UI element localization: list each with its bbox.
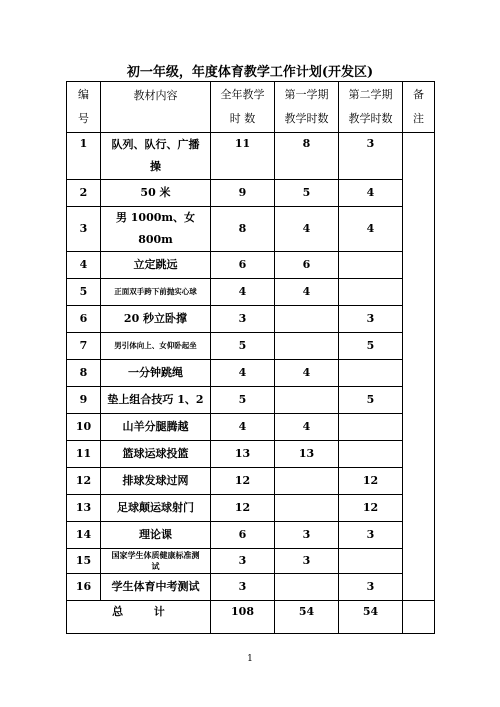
- total-row: [67, 601, 435, 634]
- sem2-hours-cell: 3: [339, 522, 403, 549]
- sem1-hours-cell: [275, 468, 339, 495]
- total-hours-cell: 4: [211, 414, 275, 441]
- total-sem2-cell: 54: [339, 601, 403, 634]
- sem2-hours-cell: 12: [339, 468, 403, 495]
- table-row: [67, 414, 435, 441]
- sem1-hours-cell: [275, 495, 339, 522]
- content-cell: 队列、队行、广播 操: [101, 133, 211, 180]
- table-row: [67, 133, 435, 180]
- sem2-hours-cell: 4: [339, 207, 403, 252]
- table-row: [67, 180, 435, 207]
- header-annual-hours: 全年教学 时 数: [211, 82, 275, 133]
- row-number-cell: 10: [67, 414, 101, 441]
- sem2-hours-cell: 3: [339, 133, 403, 180]
- sem1-hours-cell: [275, 387, 339, 414]
- header-semester1-hours: 第一学期 教学时数: [275, 82, 339, 133]
- row-number-cell: 2: [67, 180, 101, 207]
- table-row: [67, 306, 435, 333]
- sem2-hours-cell: [339, 360, 403, 387]
- table-row: [67, 207, 435, 252]
- content-cell: 学生体育中考测试: [101, 574, 211, 601]
- table-row: [67, 574, 435, 601]
- table-row: [67, 387, 435, 414]
- sem2-hours-cell: [339, 441, 403, 468]
- content-cell: 立定跳远: [101, 252, 211, 279]
- total-hours-cell: 6: [211, 252, 275, 279]
- row-number-cell: 4: [67, 252, 101, 279]
- table-row: [67, 252, 435, 279]
- sem2-hours-cell: 3: [339, 306, 403, 333]
- total-label-cell: 总 计: [67, 601, 211, 634]
- sem2-hours-cell: 4: [339, 180, 403, 207]
- table-row: [67, 495, 435, 522]
- row-number-cell: 12: [67, 468, 101, 495]
- sem1-hours-cell: 13: [275, 441, 339, 468]
- table-row: [67, 360, 435, 387]
- sem2-hours-cell: 5: [339, 333, 403, 360]
- sem2-hours-cell: [339, 414, 403, 441]
- total-hours-cell: 11: [211, 133, 275, 180]
- total-hours-cell: 5: [211, 333, 275, 360]
- sem2-hours-cell: [339, 279, 403, 306]
- total-sem1-cell: 54: [275, 601, 339, 634]
- total-remarks-cell: [403, 601, 435, 634]
- sem1-hours-cell: [275, 333, 339, 360]
- total-hours-cell: 4: [211, 360, 275, 387]
- table-row: [67, 279, 435, 306]
- document-title: 初一年级，年度体育教学工作计划(开发区): [126, 65, 374, 80]
- table-row: [67, 441, 435, 468]
- sem1-hours-cell: 5: [275, 180, 339, 207]
- row-number-cell: 15: [67, 549, 101, 574]
- content-cell: 男引体向上、女仰卧起坐: [101, 333, 211, 360]
- total-annual-cell: 108: [211, 601, 275, 634]
- row-number-cell: 3: [67, 207, 101, 252]
- sem1-hours-cell: 8: [275, 133, 339, 180]
- row-number-cell: 9: [67, 387, 101, 414]
- row-number-cell: 14: [67, 522, 101, 549]
- remarks-cell: [403, 133, 435, 601]
- row-number-cell: 11: [67, 441, 101, 468]
- teaching-plan-table: [66, 81, 435, 634]
- content-cell: 男 1000m、女 800m: [101, 207, 211, 252]
- header-number: 编 号: [67, 82, 101, 133]
- sem1-hours-cell: 4: [275, 360, 339, 387]
- sem1-hours-cell: 4: [275, 207, 339, 252]
- table-row: [67, 522, 435, 549]
- row-number-cell: 13: [67, 495, 101, 522]
- total-hours-cell: 12: [211, 495, 275, 522]
- total-hours-cell: 8: [211, 207, 275, 252]
- content-cell: 一分钟跳绳: [101, 360, 211, 387]
- content-cell: 正面双手跨下前抛实心球: [101, 279, 211, 306]
- total-hours-cell: 5: [211, 387, 275, 414]
- row-number-cell: 7: [67, 333, 101, 360]
- row-number-cell: 1: [67, 133, 101, 180]
- table-header-row: [67, 82, 435, 133]
- sem1-hours-cell: 4: [275, 279, 339, 306]
- row-number-cell: 6: [67, 306, 101, 333]
- total-hours-cell: 3: [211, 549, 275, 574]
- table-row: [67, 549, 435, 574]
- content-cell: 国家学生体质健康标准测 试: [101, 549, 211, 574]
- total-hours-cell: 12: [211, 468, 275, 495]
- row-number-cell: 16: [67, 574, 101, 601]
- sem1-hours-cell: [275, 574, 339, 601]
- sem2-hours-cell: 3: [339, 574, 403, 601]
- row-number-cell: 5: [67, 279, 101, 306]
- sem1-hours-cell: [275, 306, 339, 333]
- table-row: [67, 468, 435, 495]
- content-cell: 篮球运球投篮: [101, 441, 211, 468]
- content-cell: 排球发球过网: [101, 468, 211, 495]
- total-hours-cell: 6: [211, 522, 275, 549]
- header-remarks: 备 注: [403, 82, 435, 133]
- table-row: [67, 333, 435, 360]
- total-hours-cell: 3: [211, 306, 275, 333]
- sem1-hours-cell: 3: [275, 522, 339, 549]
- sem1-hours-cell: 3: [275, 549, 339, 574]
- sem2-hours-cell: [339, 252, 403, 279]
- content-cell: 20 秒立卧撑: [101, 306, 211, 333]
- sem2-hours-cell: 5: [339, 387, 403, 414]
- content-cell: 垫上组合技巧 1、2: [101, 387, 211, 414]
- total-hours-cell: 3: [211, 574, 275, 601]
- sem2-hours-cell: [339, 549, 403, 574]
- total-hours-cell: 13: [211, 441, 275, 468]
- content-cell: 山羊分腿腾越: [101, 414, 211, 441]
- total-hours-cell: 4: [211, 279, 275, 306]
- content-cell: 50 米: [101, 180, 211, 207]
- content-cell: 足球颠运球射门: [101, 495, 211, 522]
- content-cell: 理论课: [101, 522, 211, 549]
- sem1-hours-cell: 4: [275, 414, 339, 441]
- sem2-hours-cell: 12: [339, 495, 403, 522]
- header-content: 教材内容: [101, 82, 211, 133]
- sem1-hours-cell: 6: [275, 252, 339, 279]
- row-number-cell: 8: [67, 360, 101, 387]
- page-number: 1: [247, 654, 253, 664]
- total-hours-cell: 9: [211, 180, 275, 207]
- header-semester2-hours: 第二学期 教学时数: [339, 82, 403, 133]
